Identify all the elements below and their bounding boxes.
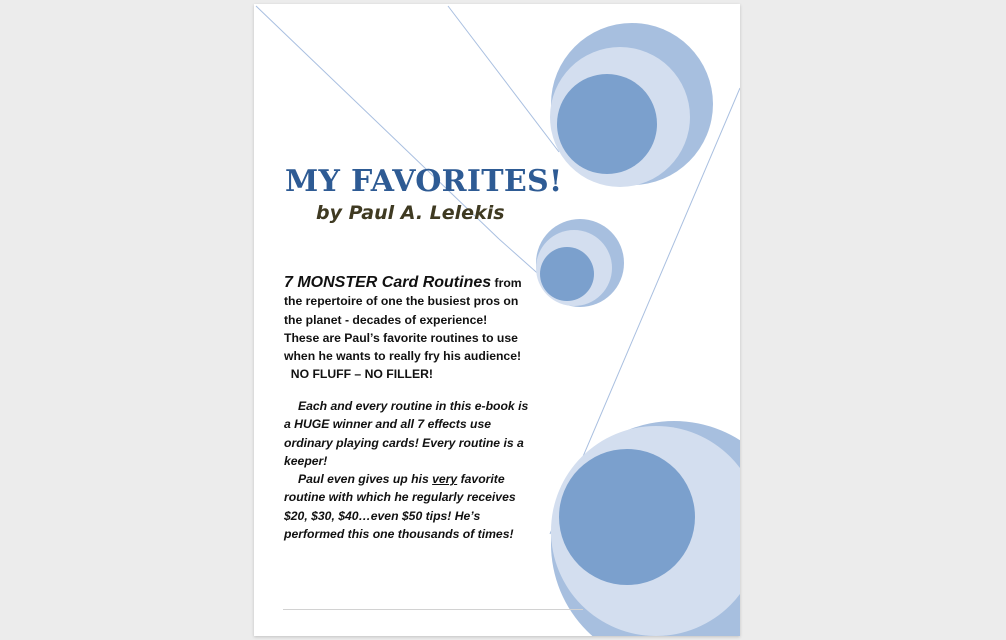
document-title: MY FAVORITES! bbox=[285, 164, 563, 199]
tagline: NO FLUFF – NO FILLER! bbox=[290, 367, 433, 382]
diagonal-line-2 bbox=[448, 6, 559, 152]
description-paragraph: Each and every routine in this e-book is a HUGE winner and all 7 effects use ordinary playing cards! Every routine is a keeper! Paul even gives up his very favorite routine with which he regularly receives $20, $30, $40…even $50 tips! He’s performed this one thousands of times! bbox=[284, 399, 529, 542]
document-author: by Paul A. Lelekis bbox=[316, 202, 505, 224]
intro-lead: 7 MONSTER Card Routines bbox=[284, 274, 492, 291]
intro-paragraph: 7 MONSTER Card Routines from the repertoire of one the busiest pros on the planet - decades of experience! These are Paul’s favorite routines to use when he wants to really fry his audience! NO FLUFF – NO FILLER! bbox=[284, 274, 522, 382]
footer-divider bbox=[283, 609, 583, 610]
document-page bbox=[254, 4, 740, 636]
emphasis-very: very bbox=[432, 472, 458, 487]
